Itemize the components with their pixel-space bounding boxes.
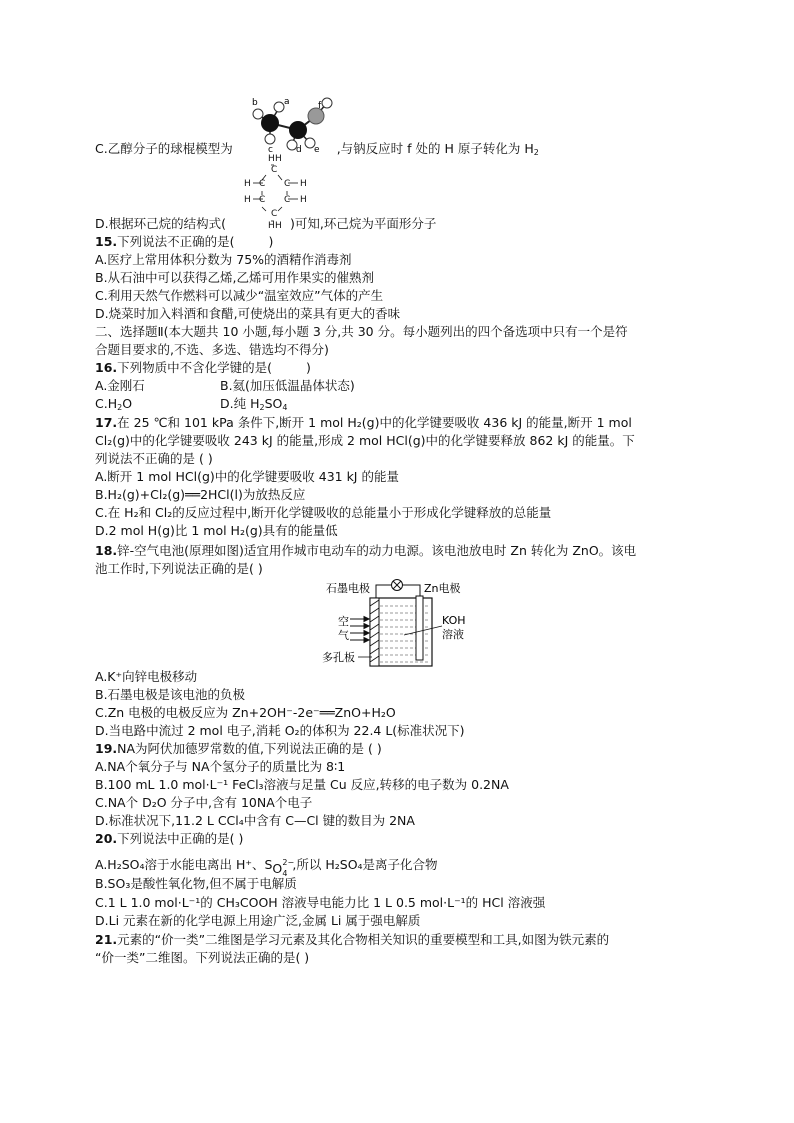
ball-label-a: a	[284, 97, 290, 107]
ball-label-f: f	[318, 101, 322, 111]
q17-stem-line1: 17.在 25 ℃和 101 kPa 条件下,断开 1 mol H₂(g)中的化学键要吸收 436 kJ 的能量,断开 1 mol	[95, 415, 632, 430]
q20-option-b: B.SO₃是酸性氧化物,但不属于电解质	[95, 876, 297, 891]
bond-line	[278, 207, 282, 211]
q18-stem-line2: 池工作时,下列说法正确的是( )	[95, 561, 263, 576]
q18-option-c: C.Zn 电极的电极反应为 Zn+2OH⁻-2e⁻══ZnO+H₂O	[95, 705, 396, 720]
ball-label-d: d	[296, 145, 302, 155]
q14-option-c: C.乙醇分子的球棍模型为 ,与钠反应时 f 处的 H 原子转化为 $H_2$	[95, 141, 539, 157]
porous-plate-label: 多孔板	[322, 651, 355, 664]
hydrogen-atom-label: H	[275, 154, 282, 164]
ball-label-e: e	[314, 145, 320, 155]
ethanol-ball-stick-model	[248, 94, 338, 158]
q20-option-c: C.1 L 1.0 mol·L⁻¹的 CH₃COOH 溶液导电能力比 1 L 0.5 mol·L⁻¹的 HCl 溶液强	[95, 895, 546, 910]
q18-stem-line1: 18.锌-空气电池(原理如图)适宜用作城市电动车的动力电源。该电池放电时 Zn 转化为 ZnO。该电	[95, 543, 637, 558]
q15-option-d: D.烧菜时加入料酒和食醋,可使烧出的菜具有更大的香味	[95, 306, 401, 321]
q17-stem-line2: Cl₂(g)中的化学键要吸收 243 kJ 的能量,形成 2 mol HCl(g)中的化学键要释放 862 kJ 的能量。下	[95, 433, 635, 448]
q17-option-d: D.2 mol H(g)比 1 mol H₂(g)具有的能量低	[95, 523, 338, 538]
q16-stem: 16.下列物质中不含化学键的是( )	[95, 360, 311, 375]
q19-stem: 19.NA为阿伏加德罗常数的值,下列说法正确的是 ( )	[95, 741, 382, 756]
hydrogen-atom-label: H	[244, 179, 251, 189]
carbon-atom-label: C	[259, 179, 266, 189]
q14-d-text-after: )可知,环己烷为平面形分子	[289, 216, 437, 231]
hydrogen-atom-label: H	[244, 195, 251, 205]
carbon-atom-label: C	[271, 165, 278, 175]
carbon-atom-label: C	[259, 195, 266, 205]
q15-option-a: A.医疗上常用体积分数为 75%的酒精作消毒剂	[95, 252, 352, 267]
ball-label-b: b	[252, 98, 258, 108]
bond-line	[262, 207, 266, 211]
bond-line	[278, 175, 282, 180]
q16-option-a: A.金刚石	[95, 378, 145, 393]
q20-option-a: A.H₂SO₄溶于水能电离出 H⁺、S O 2− 4 ,所以 H₂SO₄是离子化合物	[95, 857, 438, 878]
q19-option-b: B.100 mL 1.0 mol·L⁻¹ FeCl₃溶液与足量 Cu 反应,转移的电子数为 0.2NA	[95, 777, 509, 792]
q20-option-d: D.Li 元素在新的化学电源上用途广泛,金属 Li 属于强电解质	[95, 913, 421, 928]
hydrogen-atom-label: H	[300, 179, 307, 189]
q17-stem-line3: 列说法不正确的是 ( )	[95, 451, 213, 466]
q20-number: 20.	[95, 831, 118, 846]
zn-electrode-label: Zn电极	[424, 582, 461, 595]
section2-line1: 二、选择题Ⅱ(本大题共 10 小题,每小题 3 分,共 30 分。每小题列出的四个备选项中只有一个是符	[95, 324, 628, 339]
air-label-1: 空	[338, 615, 349, 628]
q21-stem-line2: “价一类”二维图。下列说法正确的是( )	[95, 950, 310, 965]
q18-option-a: A.K⁺向锌电极移动	[95, 669, 198, 684]
cyclohexane-structural-formula	[240, 153, 312, 231]
q16-option-b: B.氦(加压低温晶体状态)	[220, 378, 355, 393]
hydrogen-atom-label: H	[300, 195, 307, 205]
q18-number: 18.	[95, 543, 118, 558]
graphite-electrode-label: 石墨电极	[326, 582, 370, 595]
q16-option-c: $C.H_2O$	[95, 396, 133, 412]
q19-option-a: A.NA个氧分子与 NA个氢分子的质量比为 8∶1	[95, 759, 346, 774]
hydrogen-atom-label: H	[275, 221, 282, 231]
q19-number: 19.	[95, 741, 118, 756]
q15-stem-text: 下列说法不正确的是(	[117, 234, 235, 249]
carbon-atom-label: C	[271, 209, 278, 219]
carbon-atom-label: C	[284, 179, 291, 189]
q19-option-d: D.标准状况下,11.2 L CCl₄中含有 C—Cl 键的数目为 2NA	[95, 813, 415, 828]
q15-option-b: B.从石油中可以获得乙烯,乙烯可用作果实的催熟剂	[95, 270, 375, 285]
ball-label-c: c	[268, 145, 273, 155]
q21-number: 21.	[95, 932, 118, 947]
q18-option-b: B.石墨电极是该电池的负极	[95, 687, 246, 702]
carbon-atom-label: C	[284, 195, 291, 205]
q19-option-c: C.NA个 D₂O 分子中,含有 10NA个电子	[95, 795, 313, 810]
hydrogen-atom-label: H	[268, 154, 275, 164]
q18-option-d: D.当电路中流过 2 mol 电子,消耗 O₂的体积为 22.4 L(标准状况下)	[95, 723, 465, 738]
q16-option-d: D.纯 $H_2SO_4$	[220, 396, 288, 412]
air-label-2: 气	[338, 629, 349, 642]
section2-line2: 合题目要求的,不选、多选、错选均不得分)	[95, 342, 329, 357]
q16-number: 16.	[95, 360, 118, 375]
q17-option-c: C.在 H₂和 Cl₂的反应过程中,断开化学键吸收的总能量小于形成化学键释放的总能量	[95, 505, 552, 520]
q14-c-text-before: C.乙醇分子的球棍模型为	[95, 141, 233, 156]
q17-number: 17.	[95, 415, 118, 430]
zinc-air-battery-diagram	[320, 576, 480, 668]
q21-stem-line1: 21.元素的“价一类”二维图是学习元素及其化合物相关知识的重要模型和工具,如图为铁元素的	[95, 932, 610, 947]
q17-option-a: A.断开 1 mol HCl(g)中的化学键要吸收 431 kJ 的能量	[95, 469, 399, 484]
q17-option-b: B.H₂(g)+Cl₂(g)══2HCl(l)为放热反应	[95, 487, 306, 502]
koh-label: KOH	[442, 614, 466, 627]
q20-stem: 20.下列说法中正确的是( )	[95, 831, 244, 846]
hydrogen-atom-label: H	[268, 221, 275, 231]
q14-d-text-before: D.根据环己烷的结构式(	[95, 216, 226, 231]
solution-label: 溶液	[442, 628, 464, 641]
q15-stem: 15.下列说法不正确的是( )	[95, 234, 274, 249]
q15-number: 15.	[95, 234, 118, 249]
q14-c-text-after: ,与钠反应时 f 处的 H 原子转化为 H	[336, 141, 534, 156]
q15-option-c: C.利用天然气作燃料可以减少“温室效应”气体的产生	[95, 288, 384, 303]
